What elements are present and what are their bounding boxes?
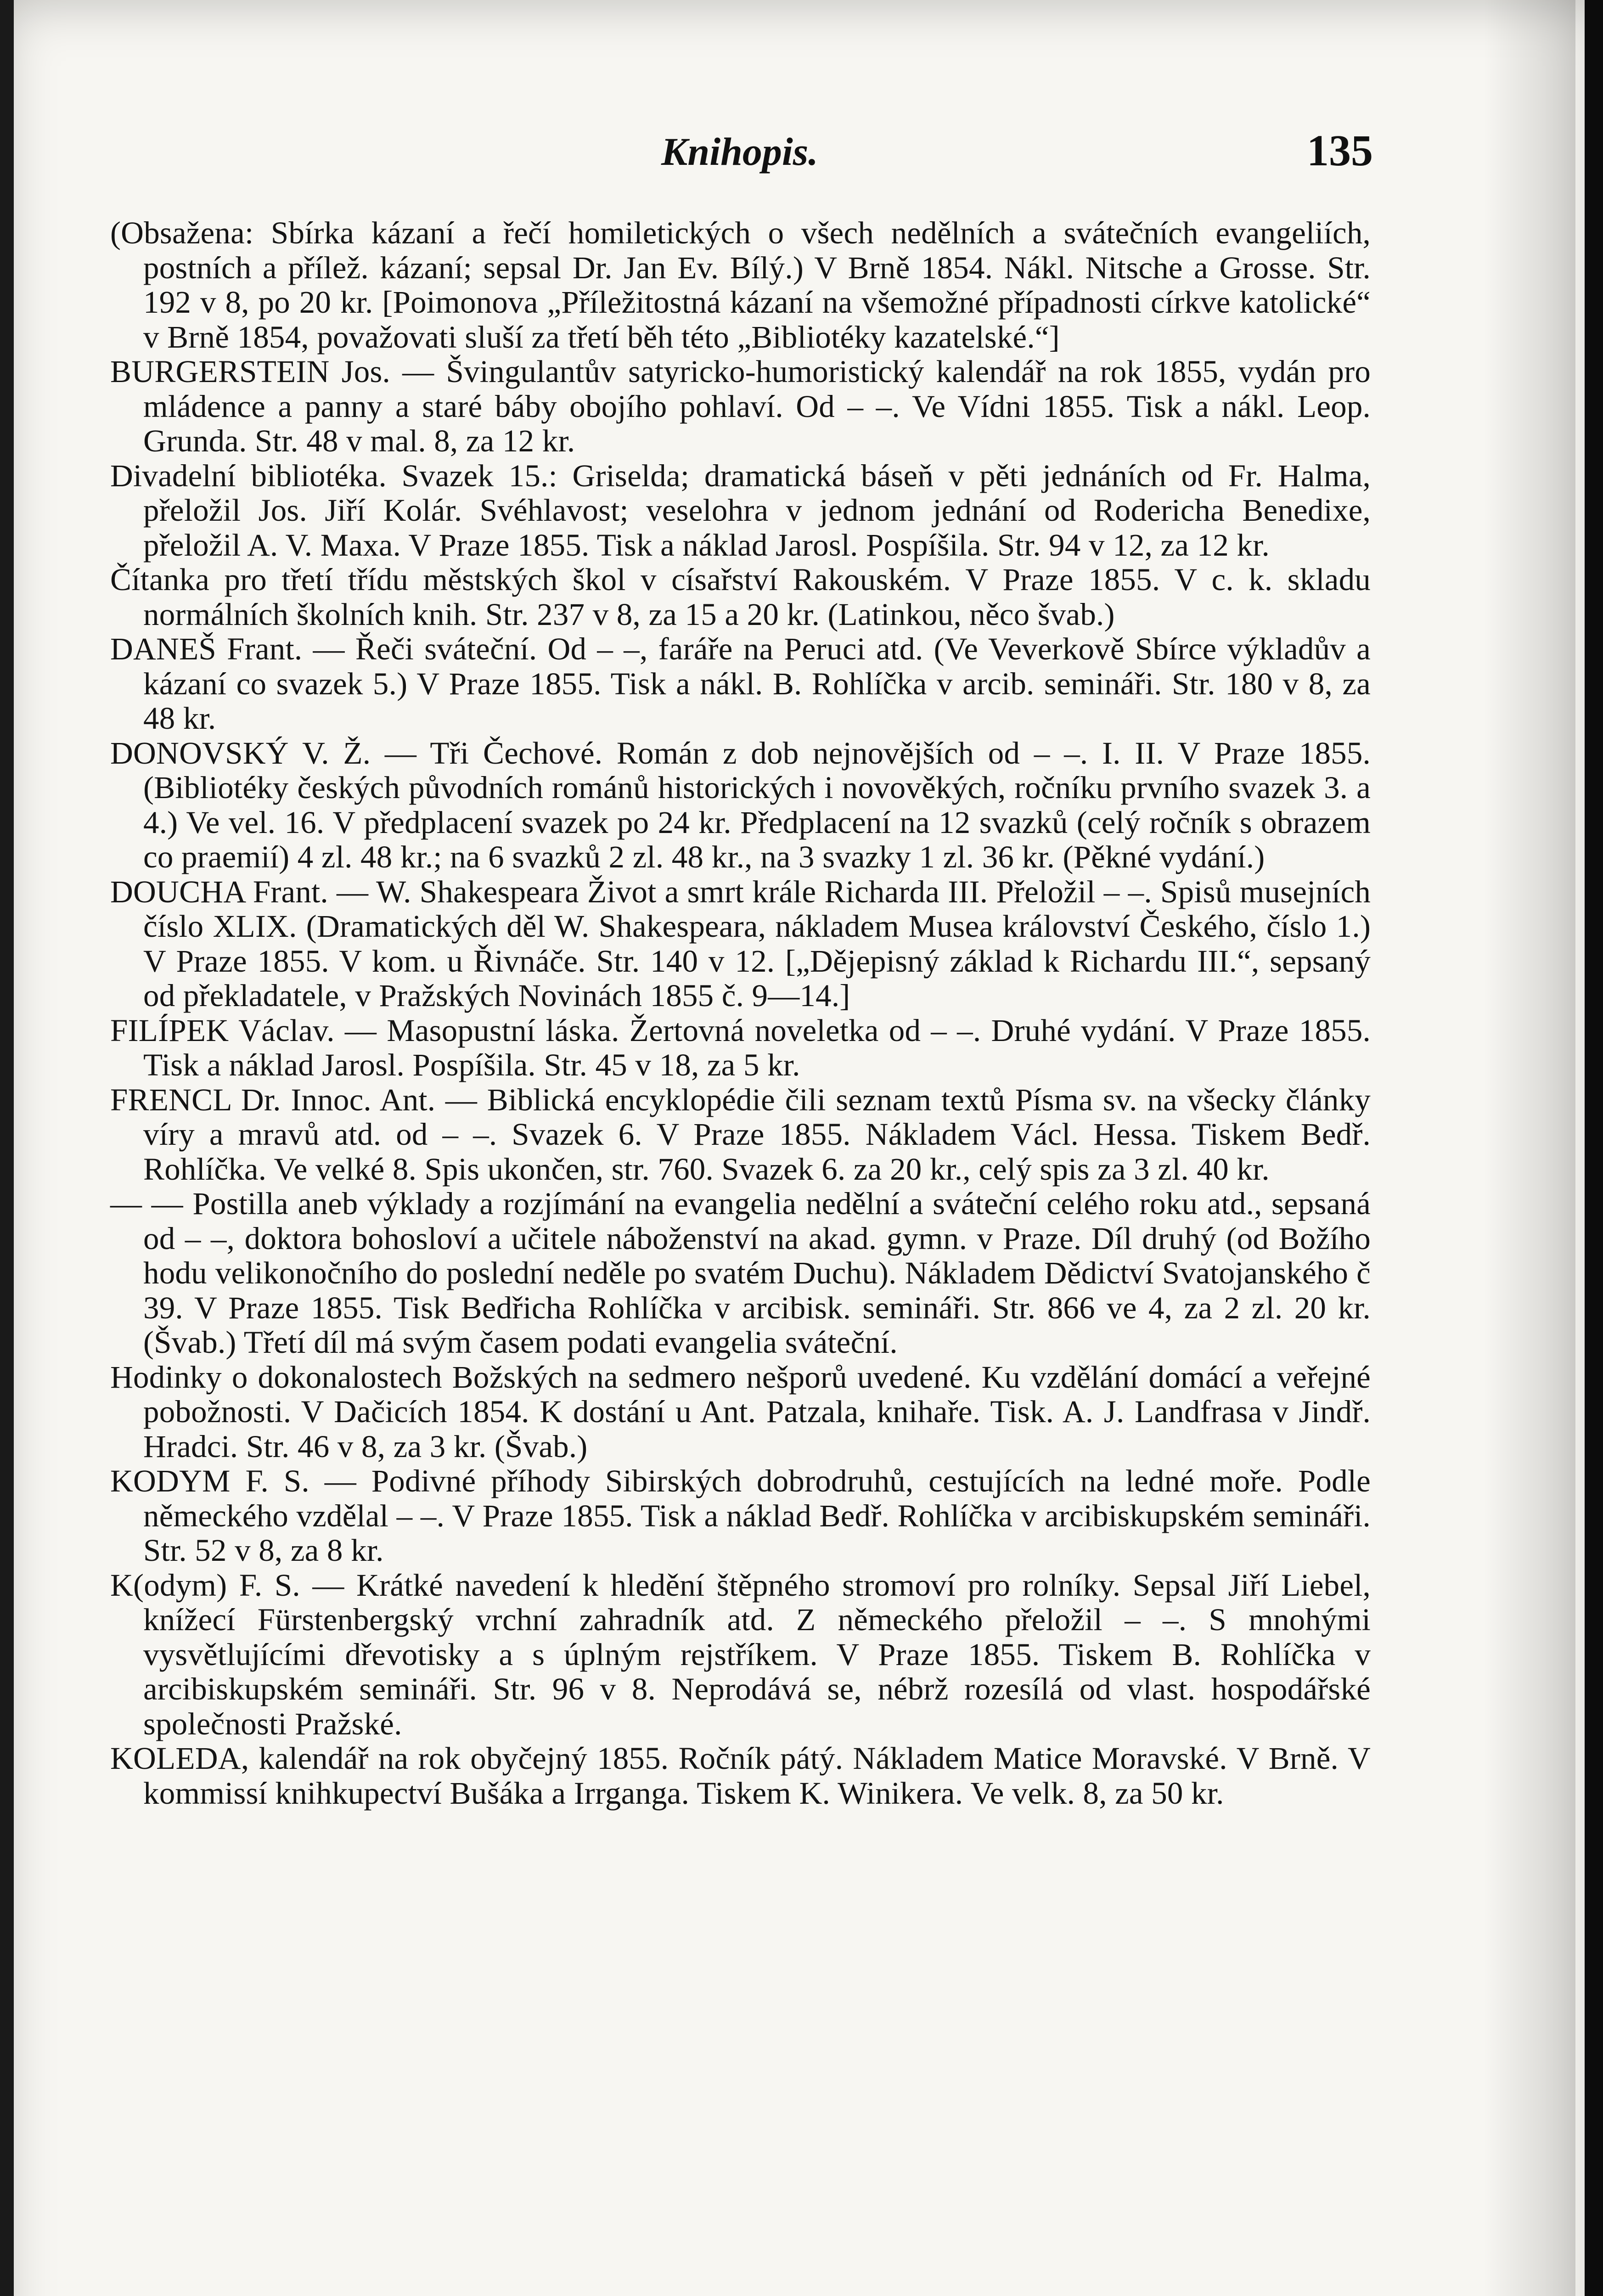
catalog-entry: BURGERSTEIN Jos. — Švingulantův satyricko-humoristický kalendář na rok 1855, vydán pro mládence a panny a staré báby obojího pohlaví. Od – –. Ve Vídni 1855. Tisk a nákl. Leop. Grunda. Str. 48 v mal. 8, za 12 kr. (110, 354, 1371, 458)
running-title: Knihopis. (661, 129, 818, 174)
scan-left-edge (0, 0, 14, 2296)
page-shadow (1484, 0, 1575, 2296)
catalog-entry: Hodinky o dokonalostech Božských na sedmero nešporů uvedené. Ku vzdělání domácí a veřejné pobožnosti. V Dačicích 1854. K dostání u Ant. Patzala, knihaře. Tisk. A. J. Landfrasa v Jindř. Hradci. Str. 46 v 8, za 3 kr. (Švab.) (110, 1359, 1371, 1464)
page-number: 135 (1307, 126, 1373, 175)
catalog-entry: Divadelní bibliotéka. Svazek 15.: Griselda; dramatická báseň v pěti jednáních od Fr. Halma, přeložil Jos. Jiří Kolár. Svéhlavost; veselohra v jednom jednání od Rodericha Benedixe, přeložil A. V. Maxa. V Praze 1855. Tisk a náklad Jarosl. Pospíšila. Str. 94 v 12, za 12 kr. (110, 458, 1371, 563)
catalog-entry: KODYM F. S. — Podivné příhody Sibirských dobrodruhů, cestujících na ledné moře. Podle německého vzdělal – –. V Praze 1855. Tisk a náklad Bedř. Rohlíčka v arcibiskupském semináři. Str. 52 v 8, za 8 kr. (110, 1463, 1371, 1568)
catalog-entry: KOLEDA, kalendář na rok obyčejný 1855. Ročník pátý. Nákladem Matice Moravské. V Brně. V kommissí knihkupectví Bušáka a Irrganga. Tiskem K. Winikera. Ve velk. 8, za 50 kr. (110, 1741, 1371, 1811)
catalog-entry: DANEŠ Frant. — Řeči sváteční. Od – –, faráře na Peruci atd. (Ve Veverkově Sbírce výkladův a kázaní co svazek 5.) V Praze 1855. Tisk a nákl. B. Rohlíčka v arcib. semináři. Str. 180 v 8, za 48 kr. (110, 631, 1371, 736)
catalog-entry: DONOVSKÝ V. Ž. — Tři Čechové. Román z dob nejnovějších od – –. I. II. V Praze 1855. (Bibliotéky českých původních románů historických i novověkých, ročníku prvního svazek 3. a 4.) Ve vel. 16. V předplacení svazek po 24 kr. Předplacení na 12 svazků (celý ročník s obrazem co praemií) 4 zl. 48 kr.; na 6 svazků 2 zl. 48 kr., na 3 svazky 1 zl. 36 kr. (Pěkné vydání.) (110, 735, 1371, 874)
catalog-entry: FRENCL Dr. Innoc. Ant. — Biblická encyklopédie čili seznam textů Písma sv. na všecky články víry a mravů atd. od – –. Svazek 6. V Praze 1855. Nákladem Václ. Hessa. Tiskem Bedř. Rohlíčka. Ve velké 8. Spis ukončen, str. 760. Svazek 6. za 20 kr., celý spis za 3 zl. 40 kr. (110, 1082, 1371, 1187)
scan-right-edge (1585, 0, 1603, 2296)
page-body (110, 216, 1371, 1811)
catalog-entry: (Obsažena: Sbírka kázaní a řečí homiletických o všech nedělních a svátečních evangeliích, postních a přílež. kázaní; sepsal Dr. Jan Ev. Bílý.) V Brně 1854. Nákl. Nitsche a Grosse. Str. 192 v 8, po 20 kr. [Poimonova „Příležitostná kázaní na všemožné případnosti církve katolické“ v Brně 1854, považovati sluší za třetí běh této „Bibliotéky kazatelské.“] (110, 215, 1371, 355)
catalog-entry: DOUCHA Frant. — W. Shakespeara Život a smrt krále Richarda III. Přeložil – –. Spisů musejních číslo XLIX. (Dramatických děl W. Shakespeara, nákladem Musea království Českého, číslo 1.) V Praze 1855. V kom. u Řivnáče. Str. 140 v 12. [„Dějepisný základ k Richardu III.“, sepsaný od překladatele, v Pražských Novinách 1855 č. 9—14.] (110, 874, 1371, 1013)
catalog-entry: Čítanka pro třetí třídu městských škol v císařství Rakouském. V Praze 1855. V c. k. skladu normálních školních knih. Str. 237 v 8, za 15 a 20 kr. (Latinkou, něco švab.) (110, 562, 1371, 632)
catalog-entry: FILÍPEK Václav. — Masopustní láska. Žertovná noveletka od – –. Druhé vydání. V Praze 1855. Tisk a náklad Jarosl. Pospíšila. Str. 45 v 18, za 5 kr. (110, 1013, 1371, 1082)
catalog-entry: — — Postilla aneb výklady a rozjímání na evangelia nedělní a sváteční celého roku atd., sepsaná od – –, doktora bohosloví a učitele náboženství na akad. gymn. v Praze. Díl druhý (od Božího hodu velikonočního do poslední neděle po svatém Duchu). Nákladem Dědictví Svatojanského č 39. V Praze 1855. Tisk Bedřicha Rohlíčka v arcibisk. semináři. Str. 866 ve 4, za 2 zl. 20 kr. (Švab.) Třetí díl má svým časem podati evangelia sváteční. (110, 1186, 1371, 1360)
catalog-entry: K(odym) F. S. — Krátké navedení k hledění štěpného stromoví pro rolníky. Sepsal Jiří Liebel, knížecí Fürstenbergský vrchní zahradník atd. Z německého přeložil – –. S mnohými vysvětlujícími dřevotisky a s úplným rejstříkem. V Praze 1855. Tiskem B. Rohlíčka v arcibiskupském semináři. Str. 96 v 8. Neprodává se, nébrž rozesílá od vlast. hospodářské společnosti Pražské. (110, 1567, 1371, 1741)
page-header (110, 115, 1373, 184)
